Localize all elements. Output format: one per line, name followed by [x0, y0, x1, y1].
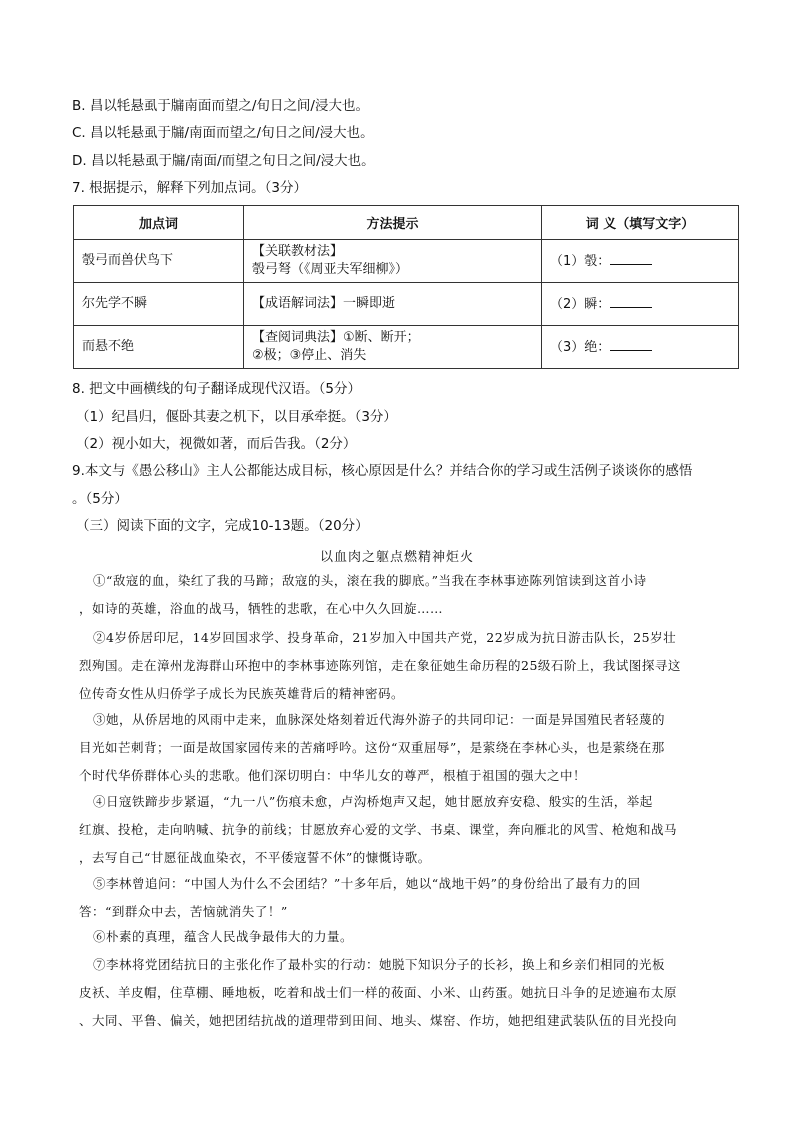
paragraph-line: ①“敌寇的血，染红了我的马蹄；敌寇的头，滚在我的脚底。”当我在李林事迹陈列馆读到这首小诗	[93, 573, 647, 588]
option-b: B. 昌以牦悬虱于牖南面而望之/旬日之间/浸大也。	[72, 98, 369, 114]
paragraph-line: ，去写自己“甘愿征战血染衣，不平倭寇誓不休”的慷慨诗歌。	[79, 850, 431, 865]
header-word: 加点词	[74, 206, 244, 240]
q7-table	[73, 205, 739, 369]
paragraph-line: 烈殉国。走在漳州龙海群山环抱中的李林事迹陈列馆，走在象征她生命历程的25级石阶上，我试图探寻这	[79, 658, 681, 673]
paragraph-line: ⑦李林将党团结抗日的主张化作了最朴实的行动：她脱下知识分子的长衫，换上和乡亲们相同的光板	[93, 957, 666, 972]
q7-hint-line: 彀弓弩（《周亚夫军细柳》）	[252, 262, 409, 277]
q7-answer-cell	[542, 240, 739, 283]
paragraph-line: 位传奇女性从归侨学子成长为民族英雄背后的精神密码。	[79, 686, 405, 701]
paragraph-line: 、大同、平鲁、偏关，她把团结抗战的道理带到田间、地头、煤窑、作坊，她把组建武装队伍的目光投向	[79, 1013, 678, 1028]
q8-sentence-1: （1）纪昌归，偃卧其妻之机下，以目承牵挺。（3分）	[76, 409, 397, 425]
q7-answer-label: （2）瞬：	[550, 296, 611, 312]
paragraph-line: ③她，从侨居地的风雨中走来，血脉深处烙刻着近代海外游子的共同印记：一面是异国殖民者轻蔑的	[93, 712, 666, 727]
q9-prompt-cont: 。（5分）	[72, 491, 128, 507]
option-c: C. 昌以牦悬虱于牖/南面而望之/旬日之间/浸大也。	[72, 125, 374, 141]
q7-prompt: 7. 根据提示，解释下列加点词。（3分）	[72, 180, 308, 196]
q7-hint-line: 【查阅词典法】①断、断开；	[252, 330, 420, 345]
q7-hint-line: ②极；③停止、消失	[252, 348, 367, 363]
q7-row	[74, 326, 739, 369]
q7-row	[74, 283, 739, 326]
paragraph-line: 个时代华侨群体心头的悲歌。他们深切明白：中华儿女的尊严，根植于祖国的强大之中！	[79, 768, 587, 783]
answer-blank[interactable]	[610, 252, 652, 265]
header-hint: 方法提示	[244, 206, 542, 240]
answer-blank[interactable]	[610, 295, 652, 308]
q7-answer-cell	[542, 326, 739, 369]
paragraph	[79, 923, 719, 951]
option-d: D. 昌以牦悬虱于牖/南面/而望之旬日之间/浸大也。	[72, 153, 375, 169]
header-meaning: 词 义（填写文字）	[542, 206, 739, 240]
paragraph-line: ，如诗的英雄，浴血的战马，牺牲的悲歌，在心中久久回旋……	[79, 601, 444, 616]
paragraph	[79, 706, 719, 790]
answer-blank[interactable]	[610, 338, 652, 351]
paragraph	[79, 951, 719, 1035]
paragraph-line: ②4岁侨居印尼，14岁回国求学、投身革命，21岁加入中国共产党，22岁成为抗日游击队长，25岁壮	[93, 630, 677, 645]
q7-hint-line: 【成语解词法】一瞬即逝	[252, 296, 396, 311]
paragraph	[79, 870, 719, 926]
q7-hint	[244, 326, 542, 369]
q7-word: 尔先学不瞬	[74, 283, 244, 326]
paragraph	[79, 788, 719, 872]
paragraph-line: ⑤李林曾追问：“中国人为什么不会团结？”十多年后，她以“战地干妈”的身份给出了最有力的回	[93, 876, 641, 891]
section-heading: （三）阅读下面的文字，完成10-13题。（20分）	[76, 518, 369, 534]
q7-hint	[244, 240, 542, 283]
paragraph-line: 红旗、投枪，走向呐喊、抗争的前线；甘愿放弃心爱的文学、书桌、课堂，奔向雁北的风雪、枪炮和战马	[79, 822, 678, 837]
q9-prompt: 9.本文与《愚公移山》主人公都能达成目标，核心原因是什么？并结合你的学习或生活例子谈谈你的感悟	[72, 463, 693, 479]
q7-answer-cell	[542, 283, 739, 326]
q7-word: 彀弓而兽伏鸟下	[74, 240, 244, 283]
q7-answer-label: （1）彀：	[550, 253, 611, 269]
q7-header-row	[74, 206, 739, 240]
paragraph	[79, 624, 719, 708]
q8-sentence-2: （2）视小如大，视微如著，而后告我。（2分）	[76, 436, 357, 452]
paragraph-line: 皮袄、羊皮帽，住草棚、睡地板，吃着和战士们一样的莜面、小米、山药蛋。她抗日斗争的足迹遍布太原	[79, 985, 678, 1000]
paragraph-line: ⑥朴素的真理，蕴含人民战争最伟大的力量。	[93, 929, 354, 944]
q8-prompt: 8. 把文中画横线的句子翻译成现代汉语。（5分）	[72, 381, 362, 397]
q7-row	[74, 240, 739, 283]
paragraph-line: 目光如芒刺背；一面是故国家园传来的苦痛呼吟。这份“双重屈辱”，是萦绕在李林心头，也是萦绕在那	[79, 740, 665, 755]
article-title: 以血肉之躯点燃精神炬火	[319, 550, 474, 565]
paragraph-line: 答：“到群众中去，苦恼就消失了！”	[79, 904, 288, 919]
q7-answer-label: （3）绝：	[550, 339, 611, 355]
paragraph	[79, 567, 719, 623]
q7-hint-line: 【关联教材法】	[252, 244, 344, 259]
q7-hint	[244, 283, 542, 326]
q7-word: 而悬不绝	[74, 326, 244, 369]
paragraph-line: ④日寇铁蹄步步紧逼，“九一八”伤痕未愈，卢沟桥炮声又起，她甘愿放弃安稳、般实的生活，举起	[93, 794, 653, 809]
